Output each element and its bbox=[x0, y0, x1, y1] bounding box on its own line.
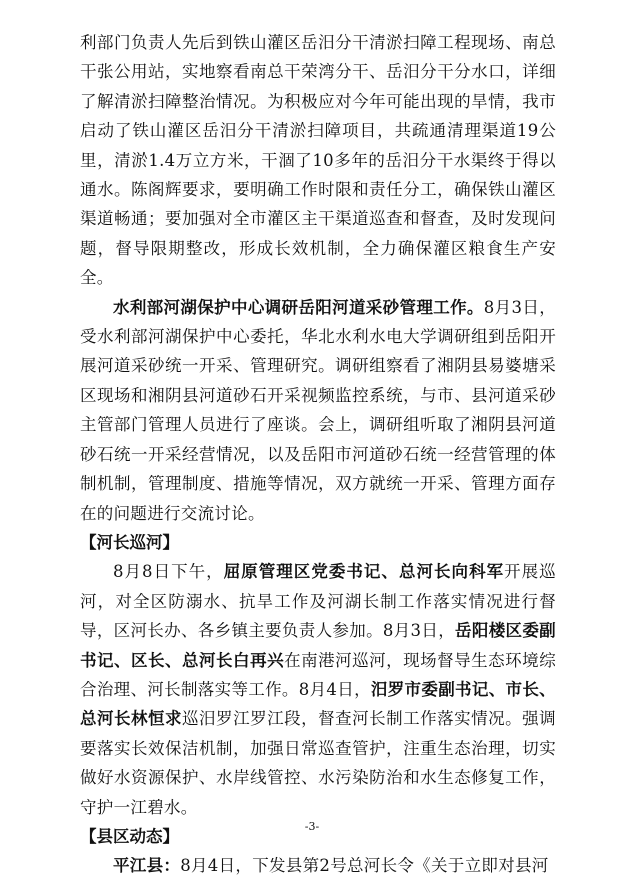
county-name: 平江县： bbox=[113, 856, 181, 876]
paragraph-lead-bold: 水利部河湖保护中心调研岳阳河道采砂管理工作。 bbox=[113, 297, 484, 317]
paragraph-sand-mining-research: 水利部河湖保护中心调研岳阳河道采砂管理工作。8月3日，受水利部河湖保护中心委托，华北水利水电大学调研组到岳阳开展河道采砂统一开采、管理研究。调研组察看了湘阴县易婆塘采区现场和湘阴县河道砂石开采视频监控系统，与市、县河道采砂主管部门管理人员进行了座谈。会上，调研组听取了湘阴县河道砂石统一开采经营情况，以及岳阳市河道砂石统一经营管理的体制机制，管理制度、措施等情况，双方就统一开采、管理方面存在的问题进行交流讨论。 bbox=[80, 297, 556, 523]
page-number: -3- bbox=[304, 820, 320, 833]
official-name-1: 屈原管理区党委书记、总河长向科军 bbox=[223, 562, 505, 582]
paragraph-irrigation-inspection: 利部门负责人先后到铁山灌区岳汨分干清淤扫障工程现场、南总干张公用站，实地察看南总干荣湾分干、岳汨分干分水口，详细了解清淤扫障整治情况。为积极应对今年可能出现的旱情，我市启动了铁山灌区岳汨分干清淤扫障项目，共疏通清理渠道19公里，清淤1.4万立方米，干涸了10多年的岳汨分干水渠终于得以通水。陈阁辉要求，要明确工作时限和责任分工，确保铁山灌区渠道畅通；要加强对全市灌区主干渠道巡查和督查，及时发现问题，督导限期整改，形成长效机制，全力确保灌区粮食生产安全。 bbox=[80, 33, 556, 288]
paragraph-pingjiang: 平江县：8月4日，下发县第2号总河长令《关于立即对县河 bbox=[113, 856, 549, 876]
official-name-2: 岳阳楼区委副书记、区长、总河长白再兴 bbox=[80, 621, 556, 670]
official-name-3: 汨罗市委副书记、市长、总河长林恒求 bbox=[80, 679, 556, 729]
section-heading-river-patrol: 【河长巡河】 bbox=[80, 532, 179, 552]
section-heading-county-news: 【县区动态】 bbox=[80, 826, 179, 846]
paragraph-river-patrol: 8月8日下午，屈原管理区党委书记、总河长向科军开展巡河，对全区防溺水、抗旱工作及河湖长制工作落实情况进行督导，区河长办、各乡镇主要负责人参加。8月3日，岳阳楼区委副书记、区长、总河长白再兴在南港河巡河，现场督导生态环境综合治理、河长制落实等工作。8月4日，汨罗市委副书记、市长、总河长林恒求巡汨罗江罗江段，督查河长制工作落实情况。强调要落实长效保洁机制，加强日常巡查管护，注重生态治理，切实做好水资源保护、水岸线管控、水污染防治和水生态修复工作，守护一江碧水。 bbox=[80, 562, 556, 817]
